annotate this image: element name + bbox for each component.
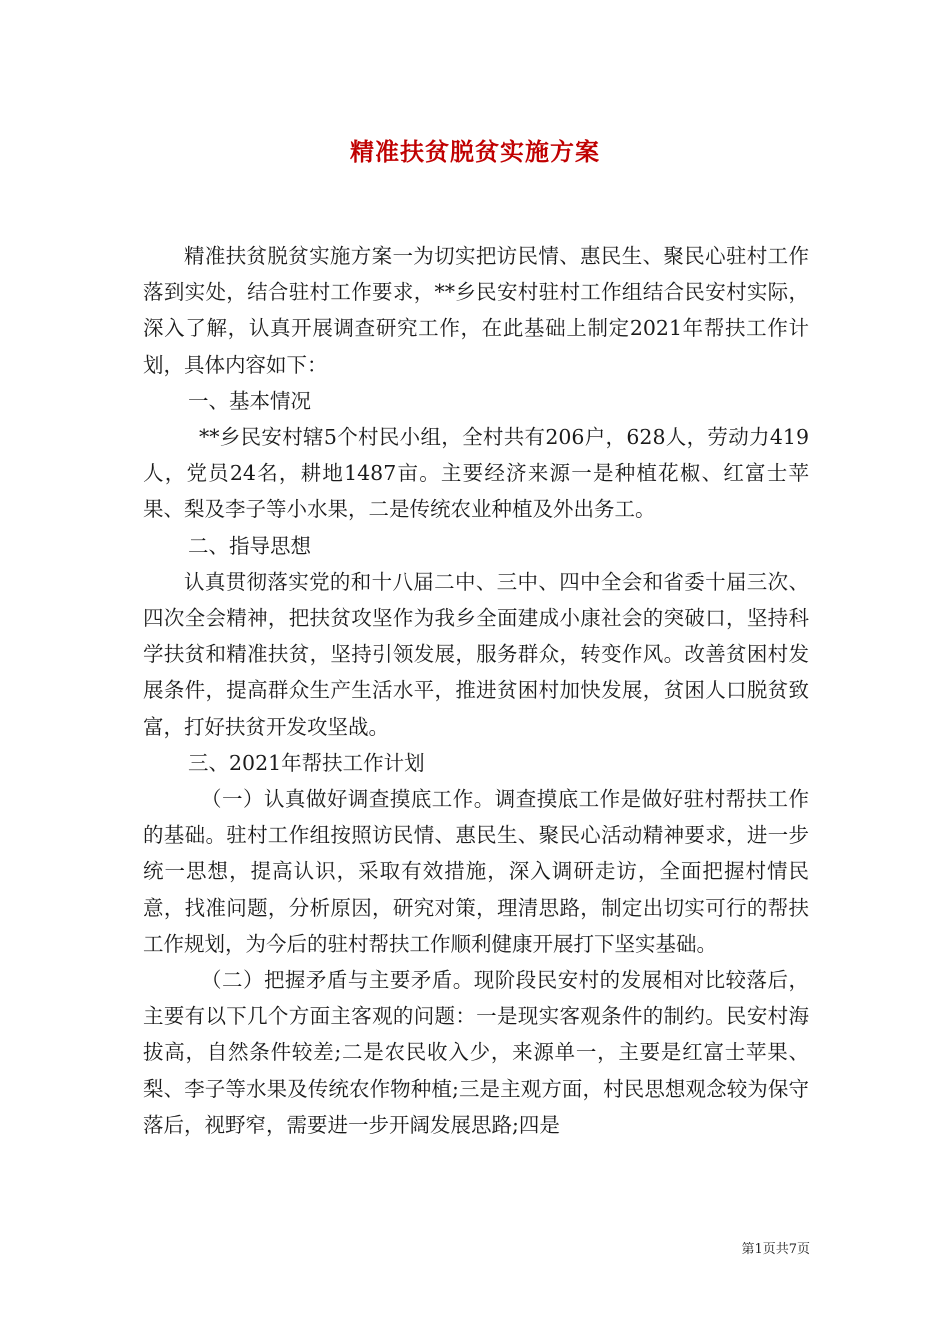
page-footer: 第1页共7页 <box>741 1242 810 1257</box>
paragraph-basic: **乡民安村辖5个村民小组，全村共有206户，628人，劳动力419人，党员24名，耕地1487亩。主要经济来源一是种植花椒、红富士苹果、梨及李子等小水果，二是传统农业种植及外出务工。 <box>143 425 809 522</box>
paragraph-intro: 精准扶贫脱贫实施方案一为切实把访民情、惠民生、聚民心驻村工作落到实处，结合驻村工作要求，**乡民安村驻村工作组结合民安村实际，深入了解，认真开展调查研究工作，在此基础上制定2021年帮扶工作计划，具体内容如下： <box>143 244 809 377</box>
paragraph-plan-item-1: （一）认真做好调查摸底工作。调查摸底工作是做好驻村帮扶工作的基础。驻村工作组按照访民情、惠民生、聚民心活动精神要求，进一步统一思想，提高认识，采取有效措施，深入调研走访，全面把握村情民意，找准问题，分析原因，研究对策，理清思路，制定出切实可行的帮扶工作规划，为今后的驻村帮扶工作顺利健康开展打下坚实基础。 <box>143 787 809 956</box>
section-heading-guidance: 二、指导思想 <box>188 533 311 558</box>
section-heading-basic: 一、基本情况 <box>188 388 311 413</box>
document-body <box>143 238 809 1143</box>
paragraph-guidance: 认真贯彻落实党的和十八届二中、三中、四中全会和省委十届三次、四次全会精神，把扶贫攻坚作为我乡全面建成小康社会的突破口，坚持科学扶贫和精准扶贫，坚持引领发展，服务群众，转变作风。改善贫困村发展条件，提高群众生产生活水平，推进贫困村加快发展，贫困人口脱贫致富，打好扶贫开发攻坚战。 <box>143 569 809 739</box>
paragraph-plan-item-2: （二）把握矛盾与主要矛盾。现阶段民安村的发展相对比较落后，主要有以下几个方面主客观的问题：一是现实客观条件的制约。民安村海拔高，自然条件较差;二是农民收入少，来源单一，主要是红富士苹果、梨、李子等水果及传统农作物种植;三是主观方面，村民思想观念较为保守落后，视野窄，需要进一步开阔发展思路;四是 <box>143 968 809 1137</box>
section-heading-plan: 三、2021年帮扶工作计划 <box>188 750 425 775</box>
document-title: 精准扶贫脱贫实施方案 <box>350 137 600 166</box>
